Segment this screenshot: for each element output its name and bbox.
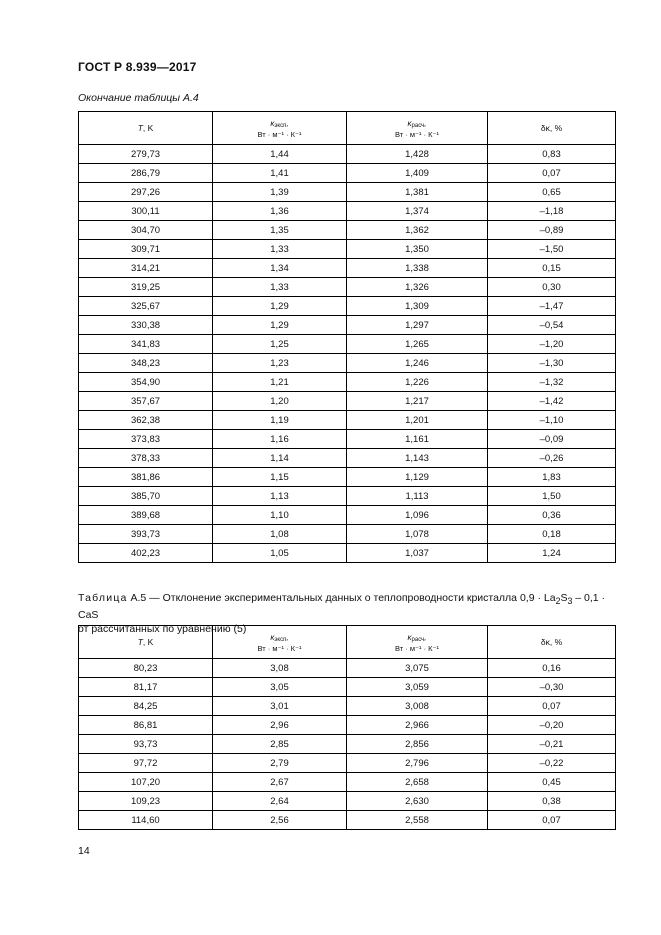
temperature-unit: , K bbox=[142, 122, 154, 133]
table-row bbox=[79, 411, 616, 430]
table-row bbox=[79, 392, 616, 411]
table-cell: 1,15 bbox=[213, 468, 347, 487]
table-cell: 1,161 bbox=[347, 430, 488, 449]
kappa-calc-unit: Вт · м⁻¹ · К⁻¹ bbox=[395, 643, 439, 653]
column-header-kappa-calc: $\kappa_{расч}$, Вт · м⁻¹ · К⁻¹ bbox=[347, 112, 488, 145]
table-cell: –1,18 bbox=[488, 202, 616, 221]
table-number: А.5 bbox=[127, 592, 147, 604]
table-row bbox=[79, 202, 616, 221]
table-cell: 2,856 bbox=[347, 735, 488, 754]
table-row bbox=[79, 183, 616, 202]
table-cell: 354,90 bbox=[79, 373, 213, 392]
table-cell: 1,381 bbox=[347, 183, 488, 202]
table-row bbox=[79, 811, 616, 830]
temperature-unit: , K bbox=[142, 636, 154, 647]
table-row bbox=[79, 240, 616, 259]
table-cell: 1,143 bbox=[347, 449, 488, 468]
table-cell: 309,71 bbox=[79, 240, 213, 259]
table-cell: –1,42 bbox=[488, 392, 616, 411]
table-cell: –0,30 bbox=[488, 678, 616, 697]
table-cell: 0,16 bbox=[488, 659, 616, 678]
table-cell: 0,83 bbox=[488, 145, 616, 164]
column-header-temperature bbox=[79, 626, 213, 659]
table-cell: 2,630 bbox=[347, 792, 488, 811]
table-cell: 1,16 bbox=[213, 430, 347, 449]
table-cell: 0,07 bbox=[488, 811, 616, 830]
table-cell: 2,56 bbox=[213, 811, 347, 830]
table-cell: 362,38 bbox=[79, 411, 213, 430]
table-cell: 2,658 bbox=[347, 773, 488, 792]
table-cell: 0,45 bbox=[488, 773, 616, 792]
table-cell: 1,29 bbox=[213, 297, 347, 316]
table-cell: 3,008 bbox=[347, 697, 488, 716]
table-cell: 93,73 bbox=[79, 735, 213, 754]
table-cell: –1,10 bbox=[488, 411, 616, 430]
table-cell: 385,70 bbox=[79, 487, 213, 506]
table-cell: 325,67 bbox=[79, 297, 213, 316]
table-cell: –1,20 bbox=[488, 335, 616, 354]
table-row bbox=[79, 354, 616, 373]
column-header-kappa-exp: $\kappa_{эксп}$, Вт · м⁻¹ · К⁻¹ bbox=[213, 112, 347, 145]
table-a5-caption: Таблица А.5 — Отклонение экспериментальных данных о теплопроводности кристалла $0,9 \cdot La_2S_3 - 0,1$ · CaS от рассчитанных по уравнению (5) bbox=[78, 592, 606, 636]
table-row bbox=[79, 316, 616, 335]
table-row bbox=[79, 297, 616, 316]
table-cell: 0,15 bbox=[488, 259, 616, 278]
table-cell: 1,50 bbox=[488, 487, 616, 506]
table-cell: 1,08 bbox=[213, 525, 347, 544]
column-header-temperature bbox=[79, 112, 213, 145]
table-row bbox=[79, 506, 616, 525]
table-row bbox=[79, 164, 616, 183]
table-a5 bbox=[78, 625, 616, 830]
table-cell: 80,23 bbox=[79, 659, 213, 678]
table-row bbox=[79, 544, 616, 563]
table-cell: 0,38 bbox=[488, 792, 616, 811]
table-cell: 393,73 bbox=[79, 525, 213, 544]
table-cell: –0,89 bbox=[488, 221, 616, 240]
kappa-exp-symbol: κ bbox=[270, 632, 275, 642]
table-cell: 1,129 bbox=[347, 468, 488, 487]
table-cell: 3,059 bbox=[347, 678, 488, 697]
table-cell: 1,24 bbox=[488, 544, 616, 563]
table-cell: –0,26 bbox=[488, 449, 616, 468]
table-cell: 1,20 bbox=[213, 392, 347, 411]
table-cell: 1,201 bbox=[347, 411, 488, 430]
table-cell: 2,558 bbox=[347, 811, 488, 830]
table-cell: 0,36 bbox=[488, 506, 616, 525]
table-cell: 1,23 bbox=[213, 354, 347, 373]
table-cell: 314,21 bbox=[79, 259, 213, 278]
table-cell: 1,037 bbox=[347, 544, 488, 563]
table-cell: 1,10 bbox=[213, 506, 347, 525]
table-cell: 1,34 bbox=[213, 259, 347, 278]
table-cell: 2,96 bbox=[213, 716, 347, 735]
table-label: Таблица bbox=[78, 592, 128, 604]
table-row bbox=[79, 678, 616, 697]
table-cell: 357,67 bbox=[79, 392, 213, 411]
table-cell: 109,23 bbox=[79, 792, 213, 811]
table-row bbox=[79, 335, 616, 354]
column-header-kappa-exp: $\kappa_{эксп}$, Вт · м⁻¹ · К⁻¹ bbox=[213, 626, 347, 659]
table-a5-caption-line2: от рассчитанных по уравнению (5) bbox=[78, 623, 247, 636]
table-cell: 402,23 bbox=[79, 544, 213, 563]
table-cell: –1,50 bbox=[488, 240, 616, 259]
table-cell: 1,21 bbox=[213, 373, 347, 392]
table-cell: 86,81 bbox=[79, 716, 213, 735]
table-cell: 2,79 bbox=[213, 754, 347, 773]
table-cell: 2,64 bbox=[213, 792, 347, 811]
table-cell: 3,08 bbox=[213, 659, 347, 678]
table-cell: 0,07 bbox=[488, 697, 616, 716]
kappa-exp-symbol: κ bbox=[270, 118, 275, 128]
table-cell: 341,83 bbox=[79, 335, 213, 354]
table-cell: 1,19 bbox=[213, 411, 347, 430]
table-a4-body bbox=[79, 145, 616, 563]
table-row bbox=[79, 430, 616, 449]
table-cell: 0,30 bbox=[488, 278, 616, 297]
table-cell: 0,07 bbox=[488, 164, 616, 183]
table-row bbox=[79, 145, 616, 164]
document-header: ГОСТ Р 8.939—2017 bbox=[78, 60, 197, 74]
table-cell: –1,32 bbox=[488, 373, 616, 392]
table-cell: 107,20 bbox=[79, 773, 213, 792]
table-cell: –0,20 bbox=[488, 716, 616, 735]
table-cell: 1,05 bbox=[213, 544, 347, 563]
table-cell: –1,30 bbox=[488, 354, 616, 373]
table-row bbox=[79, 259, 616, 278]
table-cell: 2,85 bbox=[213, 735, 347, 754]
table-cell: 81,17 bbox=[79, 678, 213, 697]
table-cell: 1,14 bbox=[213, 449, 347, 468]
kappa-exp-subscript: эксп bbox=[274, 636, 287, 643]
table-cell: 1,44 bbox=[213, 145, 347, 164]
table-a4-caption: Окончание таблицы А.4 bbox=[78, 92, 199, 104]
kappa-calc-unit: Вт · м⁻¹ · К⁻¹ bbox=[395, 129, 439, 139]
column-header-deviation: δκ, % bbox=[488, 112, 616, 145]
table-cell: 1,35 bbox=[213, 221, 347, 240]
kappa-exp-unit: Вт · м⁻¹ · К⁻¹ bbox=[257, 643, 302, 653]
table-cell: 279,73 bbox=[79, 145, 213, 164]
table-cell: –0,54 bbox=[488, 316, 616, 335]
table-cell: 1,338 bbox=[347, 259, 488, 278]
table-row bbox=[79, 754, 616, 773]
table-cell: 3,05 bbox=[213, 678, 347, 697]
table-cell: 2,966 bbox=[347, 716, 488, 735]
table-cell: 319,25 bbox=[79, 278, 213, 297]
kappa-exp-unit: Вт · м⁻¹ · К⁻¹ bbox=[257, 129, 302, 139]
table-cell: 1,409 bbox=[347, 164, 488, 183]
table-cell: 97,72 bbox=[79, 754, 213, 773]
table-row bbox=[79, 792, 616, 811]
table-cell: 114,60 bbox=[79, 811, 213, 830]
table-cell: 348,23 bbox=[79, 354, 213, 373]
table-cell: 1,297 bbox=[347, 316, 488, 335]
table-cell: 2,67 bbox=[213, 773, 347, 792]
table-row bbox=[79, 735, 616, 754]
table-cell: 1,33 bbox=[213, 240, 347, 259]
table-cell: –1,47 bbox=[488, 297, 616, 316]
table-cell: 1,078 bbox=[347, 525, 488, 544]
table-cell: 84,25 bbox=[79, 697, 213, 716]
kappa-calc-symbol: κ bbox=[407, 118, 412, 128]
table-cell: 1,13 bbox=[213, 487, 347, 506]
table-cell: 1,374 bbox=[347, 202, 488, 221]
table-cell: 1,113 bbox=[347, 487, 488, 506]
table-row bbox=[79, 697, 616, 716]
table-cell: –0,22 bbox=[488, 754, 616, 773]
table-cell: 1,36 bbox=[213, 202, 347, 221]
table-row bbox=[79, 716, 616, 735]
column-header-kappa-calc: $\kappa_{расч}$, Вт · м⁻¹ · К⁻¹ bbox=[347, 626, 488, 659]
table-cell: 1,246 bbox=[347, 354, 488, 373]
kappa-calc-subscript: расч bbox=[411, 636, 425, 643]
table-cell: 373,83 bbox=[79, 430, 213, 449]
column-header-deviation: δκ, % bbox=[488, 626, 616, 659]
table-cell: 1,25 bbox=[213, 335, 347, 354]
temperature-symbol: T bbox=[137, 122, 143, 133]
table-cell: 3,01 bbox=[213, 697, 347, 716]
table-cell: 3,075 bbox=[347, 659, 488, 678]
table-cell: 1,362 bbox=[347, 221, 488, 240]
table-row bbox=[79, 221, 616, 240]
table-cell: 1,428 bbox=[347, 145, 488, 164]
table-row bbox=[79, 773, 616, 792]
table-row bbox=[79, 373, 616, 392]
table-cell: 1,83 bbox=[488, 468, 616, 487]
table-cell: –0,09 bbox=[488, 430, 616, 449]
page-number: 14 bbox=[78, 845, 90, 857]
table-a4 bbox=[78, 111, 616, 563]
kappa-calc-symbol: κ bbox=[407, 632, 412, 642]
table-cell: 1,33 bbox=[213, 278, 347, 297]
table-cell: 286,79 bbox=[79, 164, 213, 183]
table-row bbox=[79, 449, 616, 468]
table-cell: 330,38 bbox=[79, 316, 213, 335]
table-cell: 2,796 bbox=[347, 754, 488, 773]
table-cell: 1,39 bbox=[213, 183, 347, 202]
table-row bbox=[79, 487, 616, 506]
table-row bbox=[79, 659, 616, 678]
table-cell: 1,096 bbox=[347, 506, 488, 525]
table-cell: 1,265 bbox=[347, 335, 488, 354]
table-cell: 0,18 bbox=[488, 525, 616, 544]
table-cell: 1,226 bbox=[347, 373, 488, 392]
table-cell: 1,309 bbox=[347, 297, 488, 316]
table-cell: 0,65 bbox=[488, 183, 616, 202]
table-cell: 389,68 bbox=[79, 506, 213, 525]
table-cell: 381,86 bbox=[79, 468, 213, 487]
table-cell: 1,41 bbox=[213, 164, 347, 183]
table-cell: 378,33 bbox=[79, 449, 213, 468]
table-row bbox=[79, 468, 616, 487]
table-cell: 304,70 bbox=[79, 221, 213, 240]
table-cell: 300,11 bbox=[79, 202, 213, 221]
kappa-calc-subscript: расч bbox=[411, 122, 425, 129]
table-cell: 297,26 bbox=[79, 183, 213, 202]
table-a5-body bbox=[79, 659, 616, 830]
table-cell: 1,326 bbox=[347, 278, 488, 297]
table-row bbox=[79, 278, 616, 297]
table-cell: 1,350 bbox=[347, 240, 488, 259]
kappa-exp-subscript: эксп bbox=[274, 122, 287, 129]
table-cell: 1,29 bbox=[213, 316, 347, 335]
temperature-symbol: T bbox=[137, 636, 143, 647]
table-row bbox=[79, 525, 616, 544]
table-cell: –0,21 bbox=[488, 735, 616, 754]
table-cell: 1,217 bbox=[347, 392, 488, 411]
